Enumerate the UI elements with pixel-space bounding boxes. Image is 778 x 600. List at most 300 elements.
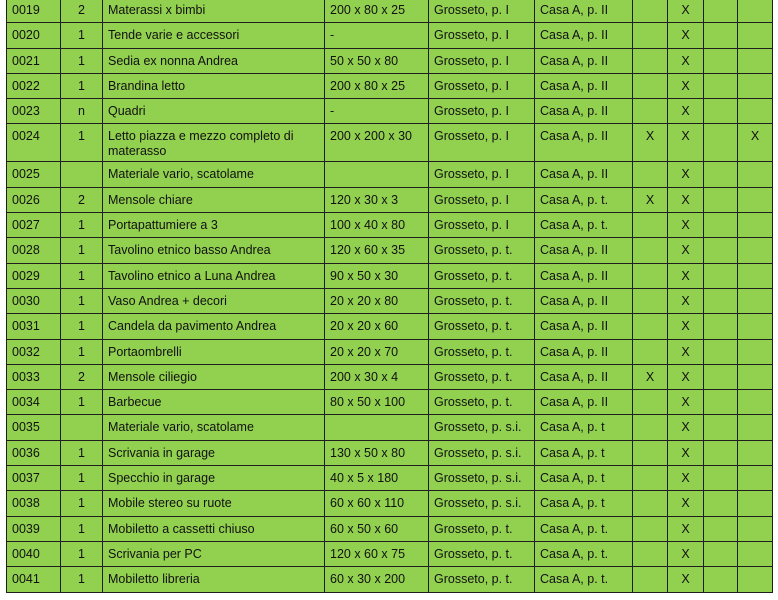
origin-location-text: Grosseto, p. I xyxy=(434,104,510,119)
table-row xyxy=(7,162,773,187)
flag-3-text xyxy=(704,365,737,370)
item-id-text: 0024 xyxy=(12,129,40,144)
flag-4-text xyxy=(738,213,772,218)
flag-4-text: X xyxy=(750,129,760,144)
quantity-text: 1 xyxy=(78,572,85,587)
origin-location-cell xyxy=(429,516,535,541)
flag-2-text: X xyxy=(681,521,690,536)
flag-1-text xyxy=(633,466,667,471)
item-id-cell xyxy=(7,162,61,187)
flag-2-cell xyxy=(668,99,704,124)
destination-text: Casa A, p. t. xyxy=(540,218,609,233)
flag-2-cell xyxy=(668,339,704,364)
description-cell xyxy=(103,364,325,389)
item-id-text: 0030 xyxy=(12,293,40,308)
quantity-cell xyxy=(61,491,103,516)
flag-2-text: X xyxy=(681,243,690,258)
flag-2-text: X xyxy=(681,28,690,43)
destination-cell xyxy=(535,73,633,98)
item-id-text: 0038 xyxy=(12,496,40,511)
quantity-text: 1 xyxy=(78,243,85,258)
flag-1-cell xyxy=(633,415,668,440)
dimensions-cell xyxy=(325,238,429,263)
description-cell xyxy=(103,440,325,465)
item-id-text: 0033 xyxy=(12,369,40,384)
flag-1-cell xyxy=(633,491,668,516)
origin-location-cell xyxy=(429,466,535,491)
quantity-cell xyxy=(61,288,103,313)
quantity-cell xyxy=(61,238,103,263)
origin-location-text: Grosseto, p. I xyxy=(434,218,510,233)
flag-1-cell xyxy=(633,466,668,491)
flag-3-text xyxy=(704,74,737,79)
flag-4-text xyxy=(738,289,772,294)
flag-3-text xyxy=(704,23,737,28)
description-text: Letto piazza e mezzo completo di materasso xyxy=(108,129,294,158)
item-id-cell xyxy=(7,567,61,592)
description-text: Sedia ex nonna Andrea xyxy=(108,53,238,68)
destination-text: Casa A, p. t. xyxy=(540,546,609,561)
flag-3-text xyxy=(704,124,737,129)
flag-4-text xyxy=(738,415,772,420)
description-cell xyxy=(103,73,325,98)
description-text: Materiale vario, scatolame xyxy=(108,420,254,435)
item-id-cell xyxy=(7,23,61,48)
destination-text: Casa A, p. II xyxy=(540,395,609,410)
dimensions-text: 20 x 20 x 80 xyxy=(330,293,399,308)
flag-3-cell xyxy=(704,364,738,389)
quantity-cell xyxy=(61,541,103,566)
flag-2-cell xyxy=(668,187,704,212)
flag-3-cell xyxy=(704,124,738,162)
flag-2-cell xyxy=(668,213,704,238)
flag-3-cell xyxy=(704,263,738,288)
table-row xyxy=(7,73,773,98)
flag-4-text xyxy=(738,0,772,3)
flag-4-cell xyxy=(738,263,773,288)
destination-text: Casa A, p. II xyxy=(540,78,609,93)
flag-4-text xyxy=(738,99,772,104)
description-cell xyxy=(103,48,325,73)
quantity-text: 1 xyxy=(78,471,85,486)
description-cell xyxy=(103,23,325,48)
table-row xyxy=(7,263,773,288)
dimensions-text: 120 x 60 x 35 xyxy=(330,243,406,258)
flag-1-text xyxy=(633,23,667,28)
quantity-cell xyxy=(61,48,103,73)
dimensions-cell xyxy=(325,288,429,313)
destination-cell xyxy=(535,263,633,288)
flag-2-text: X xyxy=(681,293,690,308)
flag-4-cell xyxy=(738,339,773,364)
flag-2-text: X xyxy=(681,572,690,587)
quantity-cell xyxy=(61,440,103,465)
flag-2-text: X xyxy=(681,395,690,410)
destination-text: Casa A, p. II xyxy=(540,53,609,68)
description-cell xyxy=(103,213,325,238)
item-id-text: 0035 xyxy=(12,420,40,435)
origin-location-text: Grosseto, p. t. xyxy=(434,572,513,587)
dimensions-text: 80 x 50 x 100 xyxy=(330,395,406,410)
description-cell xyxy=(103,491,325,516)
flag-3-text xyxy=(704,213,737,218)
flag-4-cell xyxy=(738,364,773,389)
item-id-cell xyxy=(7,339,61,364)
flag-3-cell xyxy=(704,187,738,212)
item-id-text: 0025 xyxy=(12,167,40,182)
item-id-cell xyxy=(7,99,61,124)
flag-1-cell xyxy=(633,314,668,339)
origin-location-text: Grosseto, p. t. xyxy=(434,395,513,410)
flag-2-cell xyxy=(668,48,704,73)
flag-4-text xyxy=(738,162,772,167)
destination-cell xyxy=(535,213,633,238)
item-id-text: 0039 xyxy=(12,521,40,536)
item-id-cell xyxy=(7,0,61,23)
origin-location-text: Grosseto, p. t. xyxy=(434,344,513,359)
flag-3-cell xyxy=(704,415,738,440)
flag-3-cell xyxy=(704,516,738,541)
quantity-text: 2 xyxy=(78,3,85,17)
flag-1-text: X xyxy=(645,192,655,207)
flag-4-text xyxy=(738,264,772,269)
table-row xyxy=(7,364,773,389)
item-id-cell xyxy=(7,516,61,541)
dimensions-text: 200 x 200 x 30 xyxy=(330,129,413,144)
quantity-cell xyxy=(61,263,103,288)
description-cell xyxy=(103,466,325,491)
dimensions-text: 20 x 20 x 70 xyxy=(330,344,399,359)
origin-location-cell xyxy=(429,23,535,48)
flag-4-cell xyxy=(738,288,773,313)
description-cell xyxy=(103,238,325,263)
flag-4-text xyxy=(738,74,772,79)
flag-2-cell xyxy=(668,491,704,516)
origin-location-cell xyxy=(429,48,535,73)
item-id-text: 0041 xyxy=(12,572,40,587)
flag-3-cell xyxy=(704,339,738,364)
flag-2-cell xyxy=(668,516,704,541)
flag-3-cell xyxy=(704,73,738,98)
flag-3-cell xyxy=(704,466,738,491)
quantity-cell xyxy=(61,364,103,389)
table-row xyxy=(7,491,773,516)
flag-4-text xyxy=(738,491,772,496)
origin-location-cell xyxy=(429,390,535,415)
dimensions-cell xyxy=(325,162,429,187)
item-id-cell xyxy=(7,541,61,566)
origin-location-text: Grosseto, p. I xyxy=(434,129,510,144)
origin-location-cell xyxy=(429,238,535,263)
table-row xyxy=(7,415,773,440)
flag-3-text xyxy=(704,542,737,547)
quantity-cell xyxy=(61,314,103,339)
quantity-cell xyxy=(61,124,103,162)
dimensions-cell xyxy=(325,314,429,339)
table-row xyxy=(7,23,773,48)
flag-1-cell xyxy=(633,567,668,592)
inventory-table xyxy=(6,0,773,593)
flag-2-text: X xyxy=(681,78,690,93)
item-id-text: 0027 xyxy=(12,218,40,233)
quantity-text: 1 xyxy=(78,78,85,93)
quantity-text: 1 xyxy=(78,53,85,68)
flag-1-cell xyxy=(633,516,668,541)
quantity-text: 1 xyxy=(78,319,85,334)
flag-1-cell xyxy=(633,541,668,566)
flag-1-text xyxy=(633,390,667,395)
quantity-text: 1 xyxy=(78,293,85,308)
flag-1-cell xyxy=(633,73,668,98)
flag-4-cell xyxy=(738,23,773,48)
flag-4-cell xyxy=(738,99,773,124)
quantity-text: 1 xyxy=(78,268,85,283)
flag-1-cell xyxy=(633,263,668,288)
item-id-cell xyxy=(7,288,61,313)
destination-text: Casa A, p. II xyxy=(540,369,609,384)
dimensions-text: 50 x 50 x 80 xyxy=(330,53,399,68)
description-cell xyxy=(103,516,325,541)
origin-location-cell xyxy=(429,567,535,592)
dimensions-text: 60 x 30 x 200 xyxy=(330,572,406,587)
description-text: Portapattumiere a 3 xyxy=(108,218,218,233)
table-row xyxy=(7,238,773,263)
destination-cell xyxy=(535,124,633,162)
flag-2-text: X xyxy=(681,319,690,334)
flag-4-text xyxy=(738,49,772,54)
item-id-cell xyxy=(7,48,61,73)
description-text: Quadri xyxy=(108,104,146,119)
origin-location-text: Grosseto, p. s.i. xyxy=(434,445,522,460)
table-row xyxy=(7,124,773,162)
flag-2-cell xyxy=(668,364,704,389)
item-id-text: 0021 xyxy=(12,53,40,68)
origin-location-text: Grosseto, p. I xyxy=(434,53,510,68)
dimensions-cell xyxy=(325,213,429,238)
item-id-text: 0023 xyxy=(12,104,40,119)
dimensions-text: - xyxy=(330,28,335,43)
description-text: Materassi x bimbi xyxy=(108,3,206,17)
flag-2-cell xyxy=(668,124,704,162)
dimensions-cell xyxy=(325,187,429,212)
origin-location-text: Grosseto, p. t. xyxy=(434,243,513,258)
dimensions-text xyxy=(330,415,428,420)
item-id-cell xyxy=(7,187,61,212)
flag-1-text xyxy=(633,517,667,522)
origin-location-text: Grosseto, p. t. xyxy=(434,546,513,561)
flag-2-cell xyxy=(668,73,704,98)
origin-location-cell xyxy=(429,314,535,339)
destination-text: Casa A, p. t xyxy=(540,445,605,460)
flag-1-cell xyxy=(633,48,668,73)
description-text: Tende varie e accessori xyxy=(108,28,240,43)
quantity-cell xyxy=(61,162,103,187)
description-text: Mensole chiare xyxy=(108,192,193,207)
flag-4-cell xyxy=(738,541,773,566)
quantity-text: 1 xyxy=(78,129,85,144)
quantity-cell xyxy=(61,390,103,415)
item-id-cell xyxy=(7,263,61,288)
flag-1-text: X xyxy=(645,369,655,384)
flag-3-text xyxy=(704,441,737,446)
quantity-text: 1 xyxy=(78,28,85,43)
flag-3-text xyxy=(704,491,737,496)
flag-4-cell xyxy=(738,238,773,263)
flag-2-cell xyxy=(668,390,704,415)
flag-4-cell xyxy=(738,491,773,516)
destination-cell xyxy=(535,541,633,566)
table-row xyxy=(7,288,773,313)
quantity-cell xyxy=(61,187,103,212)
quantity-text: 1 xyxy=(78,218,85,233)
flag-2-cell xyxy=(668,440,704,465)
dimensions-text: 120 x 60 x 75 xyxy=(330,546,406,561)
flag-1-text xyxy=(633,213,667,218)
dimensions-cell xyxy=(325,440,429,465)
flag-2-cell xyxy=(668,415,704,440)
quantity-text: 1 xyxy=(78,344,85,359)
table-row xyxy=(7,0,773,23)
flag-1-text xyxy=(633,238,667,243)
flag-4-cell xyxy=(738,466,773,491)
dimensions-cell xyxy=(325,390,429,415)
destination-text: Casa A, p. II xyxy=(540,268,609,283)
table-row xyxy=(7,99,773,124)
flag-1-cell xyxy=(633,213,668,238)
dimensions-text: 40 x 5 x 180 xyxy=(330,471,399,486)
destination-cell xyxy=(535,466,633,491)
description-cell xyxy=(103,124,325,162)
destination-cell xyxy=(535,187,633,212)
flag-1-text xyxy=(633,264,667,269)
dimensions-cell xyxy=(325,466,429,491)
flag-3-cell xyxy=(704,238,738,263)
table-row xyxy=(7,390,773,415)
origin-location-cell xyxy=(429,213,535,238)
description-text: Materiale vario, scatolame xyxy=(108,167,254,182)
flag-3-cell xyxy=(704,213,738,238)
description-cell xyxy=(103,567,325,592)
flag-3-text xyxy=(704,188,737,193)
flag-2-text: X xyxy=(681,420,690,435)
destination-cell xyxy=(535,288,633,313)
item-id-text: 0032 xyxy=(12,344,40,359)
destination-cell xyxy=(535,99,633,124)
description-text: Scrivania per PC xyxy=(108,546,202,561)
destination-text: Casa A, p. II xyxy=(540,344,609,359)
description-cell xyxy=(103,339,325,364)
destination-text: Casa A, p. II xyxy=(540,293,609,308)
item-id-text: 0026 xyxy=(12,192,40,207)
flag-4-text xyxy=(738,441,772,446)
origin-location-cell xyxy=(429,263,535,288)
description-text: Candela da pavimento Andrea xyxy=(108,319,277,334)
destination-text: Casa A, p. II xyxy=(540,28,609,43)
destination-cell xyxy=(535,440,633,465)
destination-text: Casa A, p. t xyxy=(540,471,605,486)
description-cell xyxy=(103,288,325,313)
item-id-text: 0020 xyxy=(12,28,40,43)
quantity-cell xyxy=(61,73,103,98)
flag-2-cell xyxy=(668,288,704,313)
flag-3-cell xyxy=(704,440,738,465)
dimensions-text: 60 x 50 x 60 xyxy=(330,521,399,536)
flag-4-text xyxy=(738,466,772,471)
dimensions-cell xyxy=(325,541,429,566)
dimensions-cell xyxy=(325,0,429,23)
flag-3-cell xyxy=(704,288,738,313)
origin-location-cell xyxy=(429,440,535,465)
dimensions-cell xyxy=(325,23,429,48)
origin-location-text: Grosseto, p. t. xyxy=(434,268,513,283)
flag-3-cell xyxy=(704,99,738,124)
flag-3-text xyxy=(704,162,737,167)
flag-4-text xyxy=(738,188,772,193)
flag-2-text: X xyxy=(681,218,690,233)
flag-1-cell xyxy=(633,23,668,48)
origin-location-text: Grosseto, p. I xyxy=(434,3,510,17)
flag-2-cell xyxy=(668,23,704,48)
flag-4-cell xyxy=(738,213,773,238)
flag-3-text xyxy=(704,99,737,104)
item-id-text: 0031 xyxy=(12,319,40,334)
flag-3-cell xyxy=(704,567,738,592)
origin-location-text: Grosseto, p. s.i. xyxy=(434,471,522,486)
flag-1-text xyxy=(633,542,667,547)
origin-location-text: Grosseto, p. t. xyxy=(434,319,513,334)
flag-4-cell xyxy=(738,314,773,339)
flag-4-cell xyxy=(738,73,773,98)
dimensions-text: 20 x 20 x 60 xyxy=(330,319,399,334)
destination-text: Casa A, p. II xyxy=(540,3,609,17)
destination-cell xyxy=(535,390,633,415)
item-id-text: 0029 xyxy=(12,268,40,283)
flag-4-cell xyxy=(738,0,773,23)
origin-location-cell xyxy=(429,187,535,212)
flag-3-cell xyxy=(704,48,738,73)
flag-4-cell xyxy=(738,390,773,415)
description-text: Specchio in garage xyxy=(108,471,216,486)
item-id-cell xyxy=(7,390,61,415)
quantity-cell xyxy=(61,23,103,48)
flag-4-text xyxy=(738,542,772,547)
description-cell xyxy=(103,263,325,288)
item-id-cell xyxy=(7,415,61,440)
flag-4-cell xyxy=(738,124,773,162)
origin-location-cell xyxy=(429,124,535,162)
flag-3-text xyxy=(704,264,737,269)
quantity-text xyxy=(61,415,102,420)
flag-2-text: X xyxy=(681,445,690,460)
flag-4-text xyxy=(738,314,772,319)
quantity-text: 1 xyxy=(78,496,85,511)
description-text: Mobiletto a cassetti chiuso xyxy=(108,521,255,536)
flag-1-text xyxy=(633,162,667,167)
dimensions-text: 100 x 40 x 80 xyxy=(330,218,406,233)
dimensions-text: - xyxy=(330,104,335,119)
description-text: Portaombrelli xyxy=(108,344,182,359)
table-row xyxy=(7,48,773,73)
origin-location-text: Grosseto, p. s.i. xyxy=(434,420,522,435)
flag-4-cell xyxy=(738,516,773,541)
destination-cell xyxy=(535,48,633,73)
item-id-text: 0022 xyxy=(12,78,40,93)
flag-4-text xyxy=(738,23,772,28)
quantity-text: 1 xyxy=(78,445,85,460)
table-row xyxy=(7,314,773,339)
origin-location-cell xyxy=(429,491,535,516)
dimensions-cell xyxy=(325,48,429,73)
